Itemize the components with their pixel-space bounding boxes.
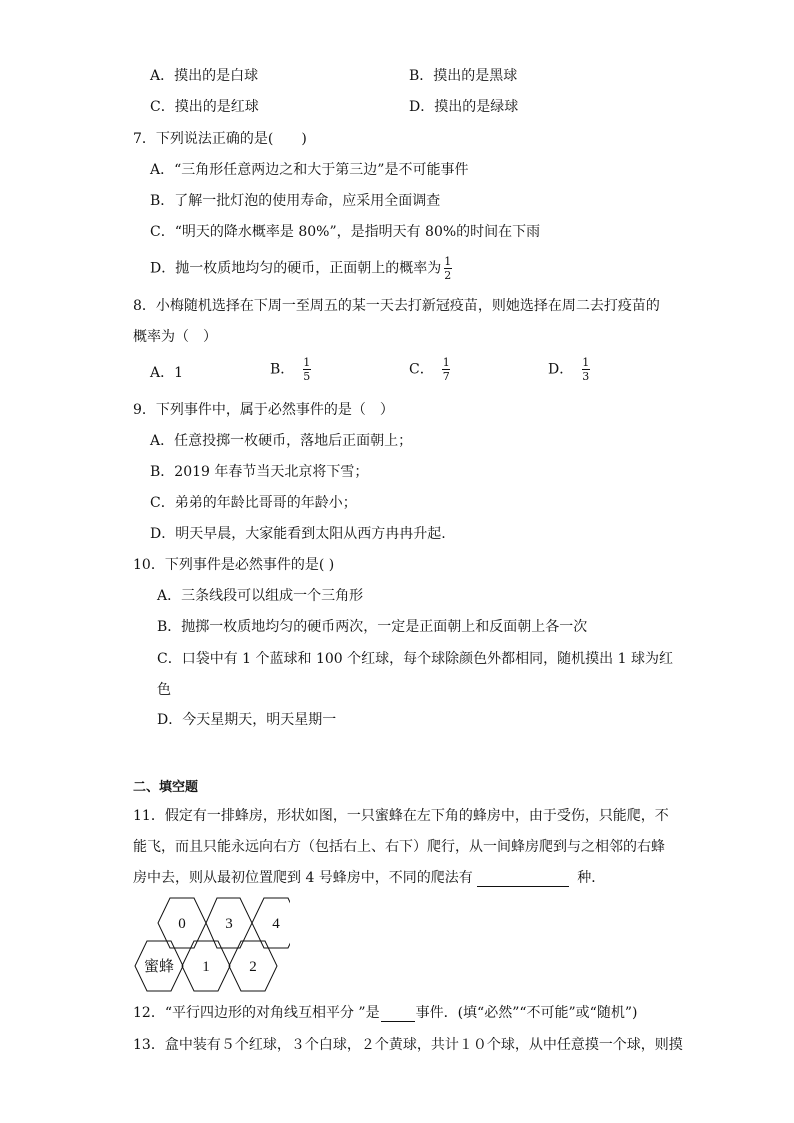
q10-option-c xyxy=(157,650,673,668)
option-text: 抛一枚质地均匀的硬币，正面朝上的概率为 xyxy=(175,260,442,277)
option-letter: D． xyxy=(409,99,435,115)
q7-stem: 7．下列说法正确的是( ) xyxy=(133,131,307,147)
cell-bee-label: 蜜蜂 xyxy=(143,959,175,975)
option-letter: A． xyxy=(150,68,175,84)
cell-3-label: 3 xyxy=(225,916,233,932)
fraction xyxy=(443,256,452,281)
q12-text-end: 事件．(填“必然”“不可能”或“随机”) xyxy=(415,1005,638,1021)
q6-option-d xyxy=(409,98,518,116)
option-letter: B． xyxy=(150,464,175,480)
option-text: 三条线段可以组成一个三角形 xyxy=(181,588,364,604)
q10-option-a xyxy=(157,587,363,605)
option-text: 明天早晨，大家能看到太阳从西方冉冉升起. xyxy=(175,526,446,542)
option-text: 口袋中有 1 个蓝球和 100 个红球，每个球除颜色外都相同，随机摸出 1 球为红 xyxy=(181,651,673,667)
fraction-numerator: 1 xyxy=(582,356,590,369)
fraction-denominator: 3 xyxy=(582,370,590,383)
option-letter: A． xyxy=(150,162,175,178)
q6-option-b xyxy=(409,67,517,85)
option-letter: C． xyxy=(150,99,175,115)
q11-line3-end: 种． xyxy=(572,870,606,886)
q7-option-b xyxy=(150,192,440,210)
fraction xyxy=(302,357,311,382)
option-text: 今天星期天，明天星期一 xyxy=(182,712,337,728)
option-text: 摸出的是红球 xyxy=(174,99,259,115)
q7-option-c xyxy=(150,223,540,241)
fraction-denominator: 2 xyxy=(444,269,452,282)
q11-line2: 能飞，而且只能永远向右方（包括右上、右下）爬行，从一间蜂房爬到与之相邻的右蜂 xyxy=(133,839,665,855)
cell-0-label: 0 xyxy=(178,916,186,932)
cell-2-label: 2 xyxy=(249,959,257,975)
q9-option-c xyxy=(150,494,357,512)
option-letter: A． xyxy=(150,433,175,449)
q11-line3 xyxy=(133,869,605,887)
fraction-numerator: 1 xyxy=(444,255,452,268)
option-letter: C． xyxy=(409,361,434,378)
option-text: 任意投掷一枚硬币，落地后正面朝上； xyxy=(174,433,413,449)
q10-stem: 10．下列事件是必然事件的是( ) xyxy=(133,557,335,573)
option-text: 抛掷一枚质地均匀的硬币两次，一定是正面朝上和反面朝上各一次 xyxy=(181,619,588,635)
q9-option-b xyxy=(150,463,368,481)
option-letter: D． xyxy=(548,361,574,378)
option-letter: B． xyxy=(270,361,295,378)
option-letter: B． xyxy=(409,68,434,84)
option-text: “明天的降水概率是 80%”，是指明天有 80%的时间在下雨 xyxy=(174,224,541,240)
q8-option-b xyxy=(270,357,311,382)
option-letter: D． xyxy=(150,260,176,277)
q13-line1: 13．盒中装有５个红球，３个白球，２个黄球，共计１０个球，从中任意摸一个球，则摸 xyxy=(133,1037,683,1053)
fraction xyxy=(442,357,451,382)
option-text: 2019 年春节当天北京将下雪； xyxy=(174,464,369,480)
option-text: 了解一批灯泡的使用寿命，应采用全面调查 xyxy=(174,193,441,209)
q12-text: 12．“平行四边形的对角线互相平分 ”是 xyxy=(133,1005,380,1021)
option-letter: A． xyxy=(150,365,175,381)
fraction xyxy=(581,357,590,382)
option-letter: C． xyxy=(150,224,175,240)
q10-option-d xyxy=(157,711,336,729)
option-letter: C． xyxy=(157,651,182,667)
cell-4-label: 4 xyxy=(272,916,280,932)
q6-option-c xyxy=(150,98,259,116)
q10-option-c-continued: 色 xyxy=(157,682,171,698)
q7-option-d xyxy=(150,256,452,281)
honeycomb-figure xyxy=(130,896,290,996)
option-letter: B． xyxy=(150,193,175,209)
q9-stem: 9．下列事件中，属于必然事件的是（ ） xyxy=(133,402,394,418)
q8-option-c xyxy=(409,357,451,382)
option-letter: C． xyxy=(150,495,175,511)
option-text: 摸出的是绿球 xyxy=(434,99,519,115)
option-text: 摸出的是黑球 xyxy=(433,68,518,84)
q6-option-a xyxy=(150,67,258,85)
q8-option-d xyxy=(548,357,590,382)
q9-option-a xyxy=(150,432,412,450)
q11-line1: 11．假定有一排蜂房，形状如图，一只蜜蜂在左下角的蜂房中，由于受伤，只能爬，不 xyxy=(133,808,669,824)
fraction-denominator: 5 xyxy=(303,370,311,383)
answer-blank[interactable] xyxy=(477,872,569,887)
option-text: 弟弟的年龄比哥哥的年龄小； xyxy=(174,495,357,511)
q8-stem-line1: 8．小梅随机选择在下周一至周五的某一天去打新冠疫苗，则她选择在周二去打疫苗的 xyxy=(133,298,660,314)
option-letter: D． xyxy=(157,712,183,728)
option-text: 1 xyxy=(174,365,184,381)
section-title: 二、填空题 xyxy=(133,780,199,795)
option-letter: B． xyxy=(157,619,182,635)
q7-option-a xyxy=(150,161,468,179)
q10-option-b xyxy=(157,618,587,636)
q8-stem-line2: 概率为（ ） xyxy=(133,329,217,345)
q9-option-d xyxy=(150,525,446,543)
cell-1-label: 1 xyxy=(202,959,210,975)
option-text: “三角形任意两边之和大于第三边”是不可能事件 xyxy=(174,162,469,178)
q11-line3-text: 房中去，则从最初位置爬到 4 号蜂房中，不同的爬法有 xyxy=(133,870,473,886)
q8-option-a xyxy=(150,364,183,382)
fraction-numerator: 1 xyxy=(303,356,311,369)
option-letter: D． xyxy=(150,526,176,542)
option-letter: A． xyxy=(157,588,182,604)
answer-blank[interactable] xyxy=(381,1007,415,1022)
q12 xyxy=(133,1004,637,1022)
option-text: 摸出的是白球 xyxy=(174,68,259,84)
fraction-denominator: 7 xyxy=(442,370,450,383)
fraction-numerator: 1 xyxy=(442,356,450,369)
